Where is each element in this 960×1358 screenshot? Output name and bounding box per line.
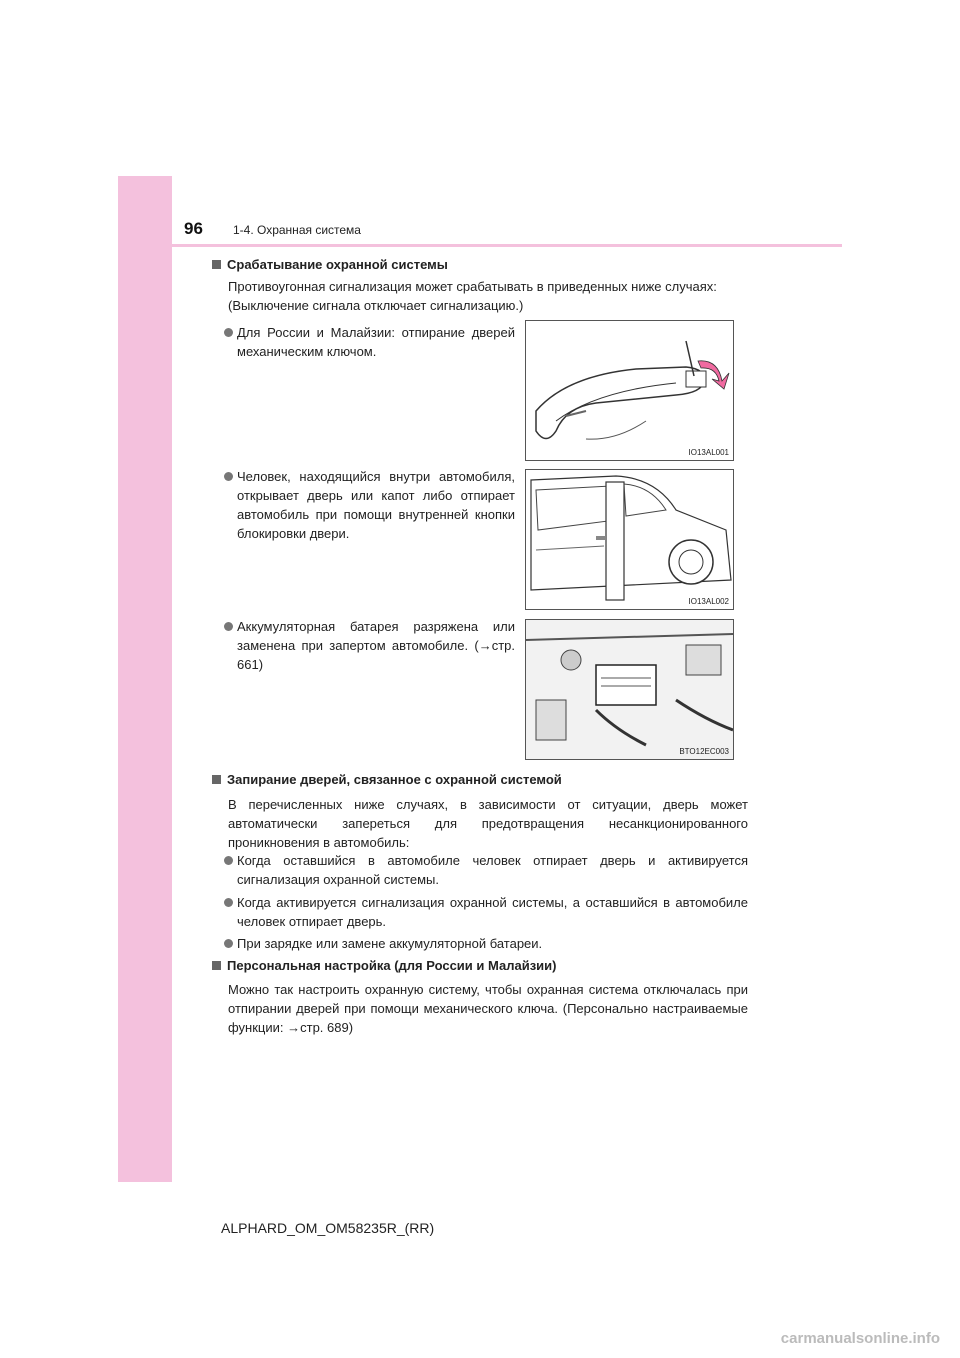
bullet-dot-icon — [224, 939, 233, 948]
section1-intro: Противоугонная сигнализация может срабатывать в приведенных ниже случаях: (Выключение сигнала отключает сигнализацию.) — [228, 279, 717, 313]
car-door-illustration — [526, 470, 733, 609]
bullet-dot-icon — [224, 898, 233, 907]
document-id: ALPHARD_OM_OM58235R_(RR) — [221, 1220, 435, 1236]
section3-title: Персональная настройка (для России и Малайзии) — [227, 958, 557, 973]
bullet-dot-icon — [224, 472, 233, 481]
section2-title: Запирание дверей, связанное с охранной системой — [227, 772, 562, 787]
bullet-dot-icon — [224, 856, 233, 865]
figure-car-door — [525, 469, 734, 610]
bullet-text: При зарядке или замене аккумуляторной батареи. — [237, 936, 543, 951]
section3-heading — [212, 958, 556, 973]
bullet-text: Человек, находящийся внутри автомобиля, открывает дверь или капот либо отпирает автомобиль при помощи внутренней кнопки блокировки двери. — [237, 469, 515, 541]
section2-intro: В перечисленных ниже случаях, в зависимости от ситуации, дверь может автоматически запереться для предотвращения несанкционированного проникновения в автомобиль: — [228, 797, 748, 850]
bullet-dot-icon — [224, 328, 233, 337]
figure-code: IO13AL002 — [688, 597, 729, 606]
bullet-item — [237, 323, 515, 361]
figure-code: BTO12EC003 — [679, 747, 729, 756]
figure-door-handle — [525, 320, 734, 461]
bullet-item — [237, 851, 748, 889]
door-handle-illustration — [526, 321, 733, 460]
watermark: carmanualsonline.info — [780, 1330, 940, 1347]
page-number: 96 — [184, 219, 203, 238]
bullet-text: Аккумуляторная батарея разряжена или заменена при запертом автомобиле. (→стр. 661) — [237, 619, 515, 672]
bullet-dot-icon — [224, 622, 233, 631]
square-bullet-icon — [212, 260, 221, 269]
section2-heading — [212, 772, 562, 787]
header-rule — [172, 244, 842, 247]
bullet-text: Когда оставшийся в автомобиле человек отпирает дверь и активируется сигнализация охранной системы. — [237, 853, 748, 887]
square-bullet-icon — [212, 775, 221, 784]
section-title: 1-4. Охранная система — [233, 223, 361, 237]
section1-title: Срабатывание охранной системы — [227, 257, 448, 272]
bullet-item — [237, 617, 515, 674]
bullet-text: Когда активируется сигнализация охранной системы, а оставшийся в автомобиле человек отпирает дверь. — [237, 895, 748, 929]
square-bullet-icon — [212, 961, 221, 970]
section1-heading — [212, 257, 448, 272]
section3-text: Можно так настроить охранную систему, чтобы охранная система отключалась при отпирании дверей при помощи механического ключа. (Персонально настраиваемые функции: →стр. 689) — [228, 982, 748, 1035]
battery-illustration — [526, 620, 733, 759]
pink-sidebar — [118, 176, 172, 1182]
bullet-item — [237, 467, 515, 543]
bullet-text: Для России и Малайзии: отпирание дверей механическим ключом. — [237, 325, 515, 359]
bullet-item — [237, 893, 748, 931]
bullet-item — [237, 934, 748, 953]
figure-code: IO13AL001 — [688, 448, 729, 457]
figure-battery — [525, 619, 734, 760]
